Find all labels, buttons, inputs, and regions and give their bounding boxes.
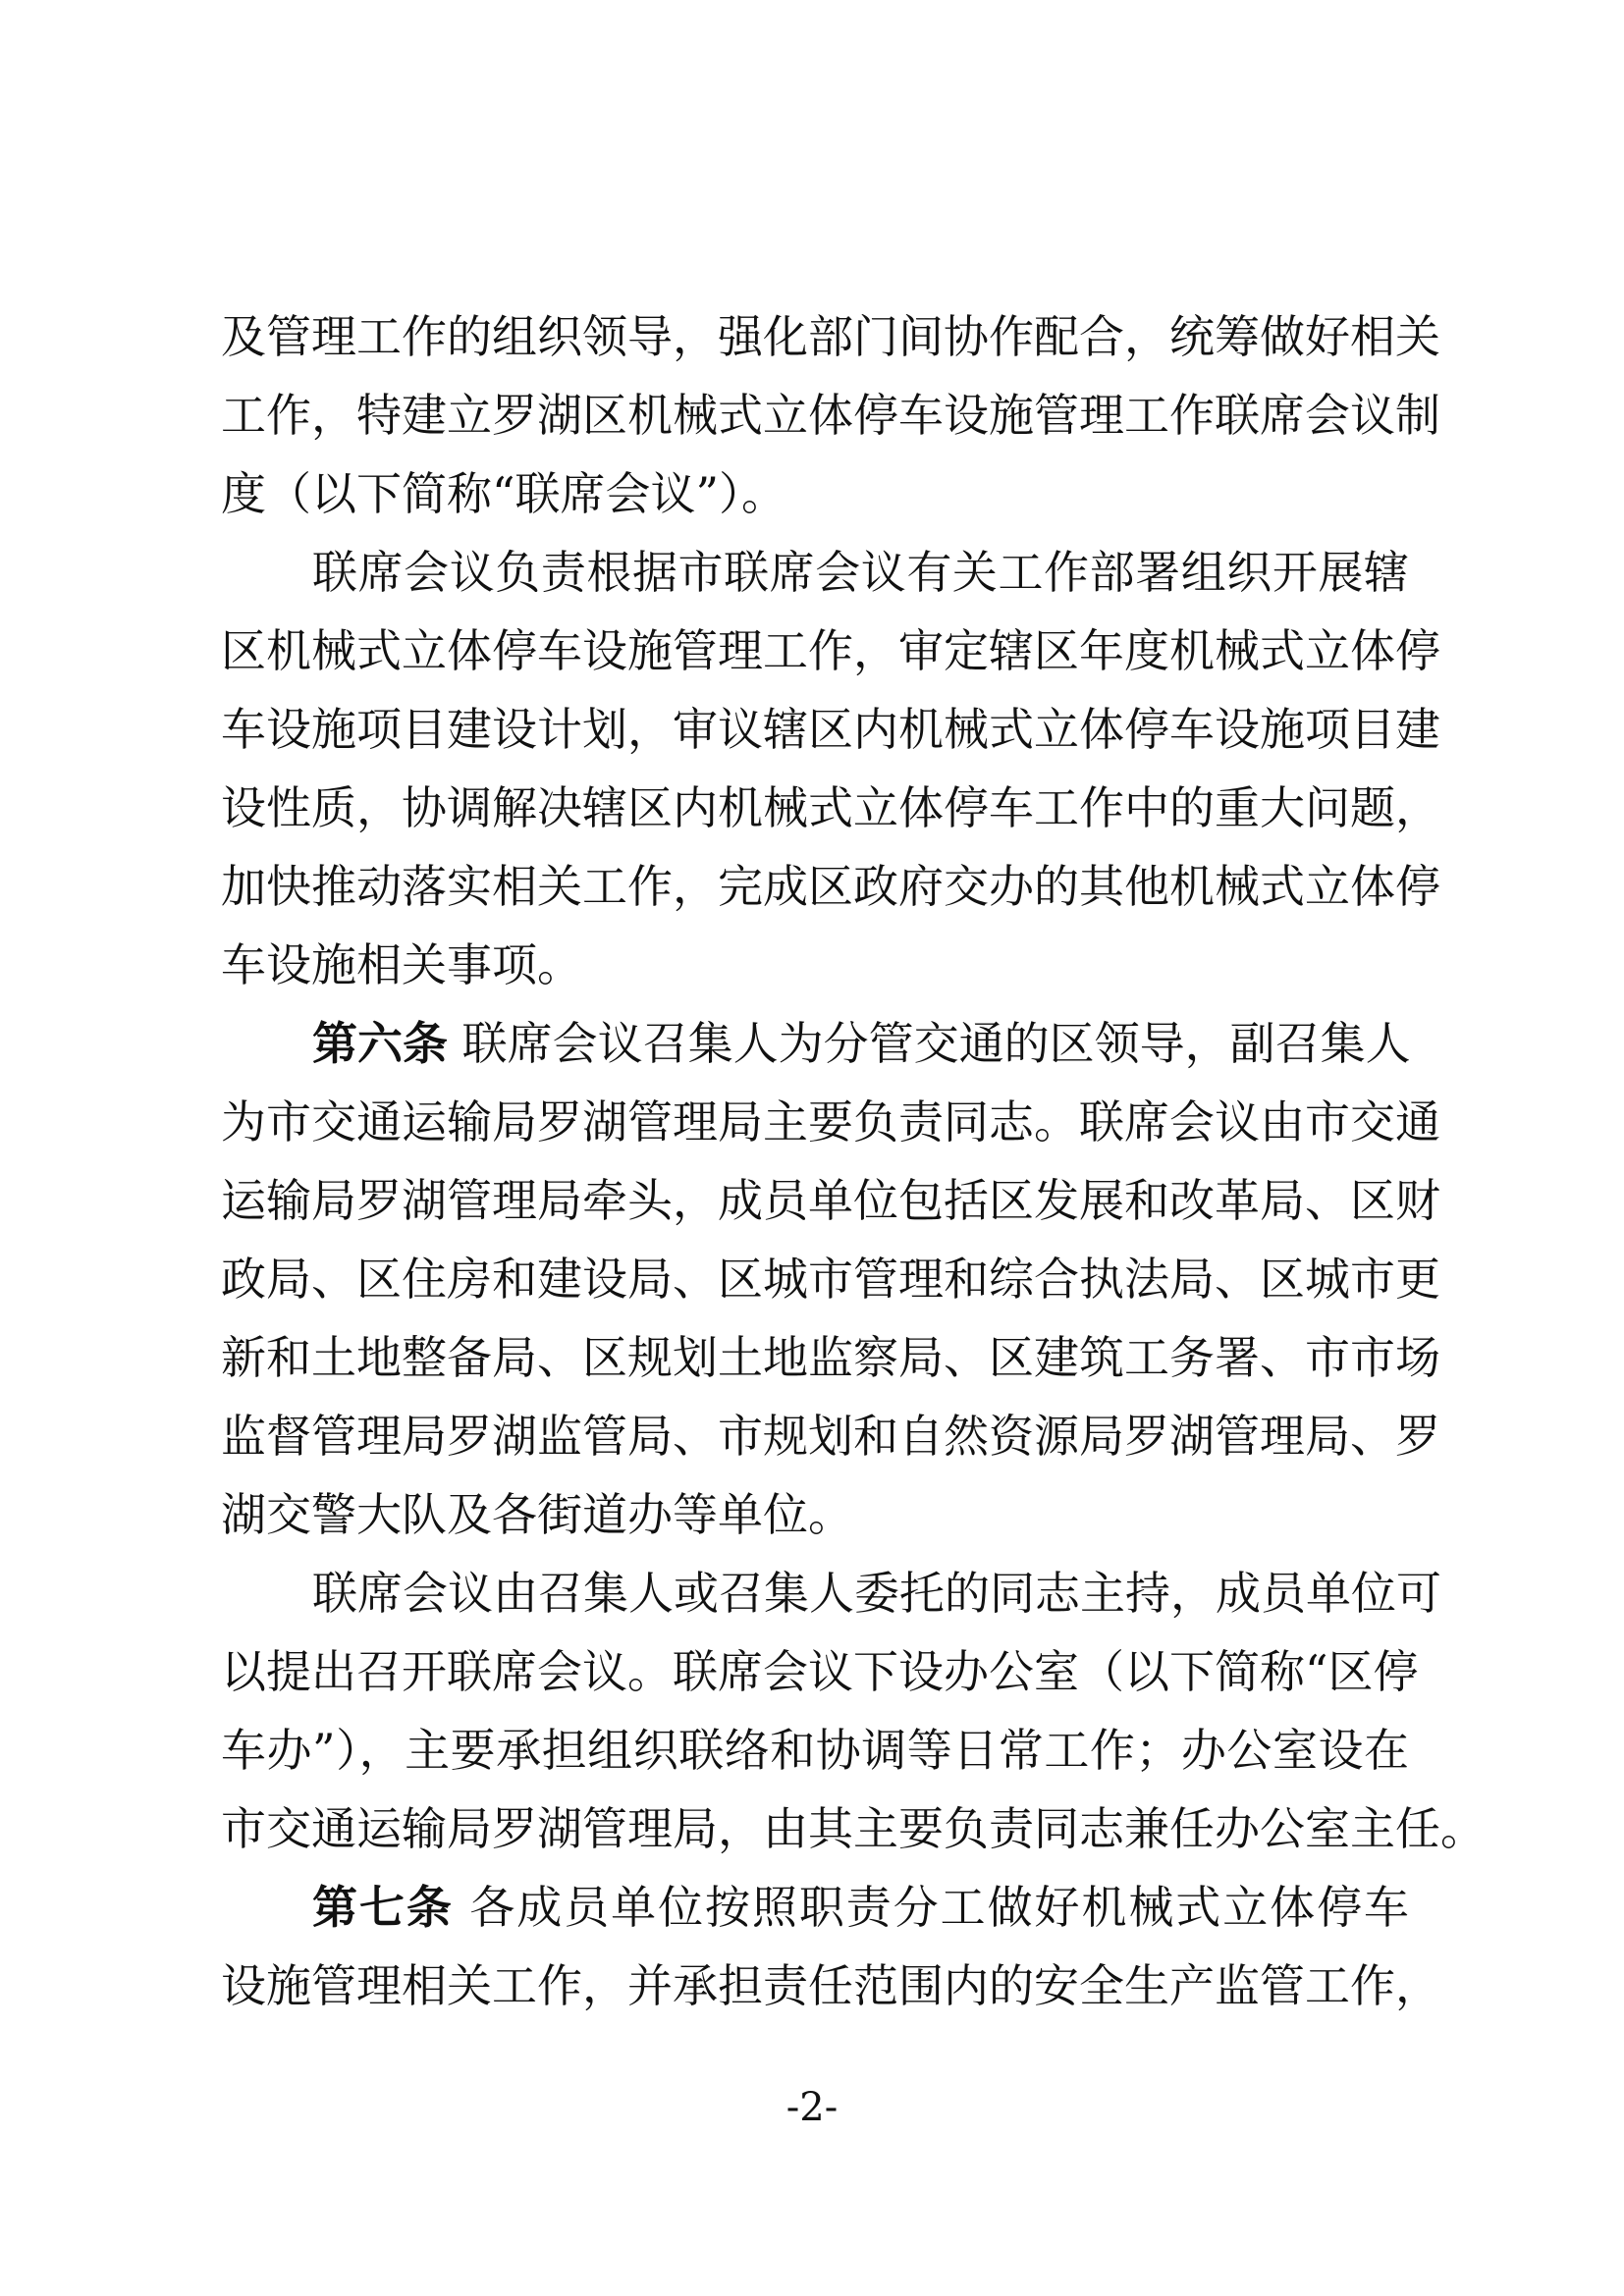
- article-7-line-1: 各成员单位按照职责分工做好机械式立体停车: [469, 1881, 1410, 1934]
- paragraph-2-line-6: 车设施相关事项。: [221, 938, 582, 991]
- paragraph-2-line-4: 设性质，协调解决辖区内机械式立体停车工作中的重大问题，: [221, 781, 1440, 834]
- paragraph-2-line-3: 车设施项目建设计划，审议辖区内机械式立体停车设施项目建: [221, 703, 1440, 756]
- paragraph-4-line-1: 联席会议由召集人或召集人委托的同志主持，成员单位可: [312, 1567, 1441, 1620]
- article-6-line-6: 监督管理局罗湖监管局、市规划和自然资源局罗湖管理局、罗: [221, 1410, 1440, 1463]
- paragraph-4-line-4: 市交通运输局罗湖管理局，由其主要负责同志兼任办公室主任。: [221, 1802, 1486, 1855]
- article-6-line-5: 新和土地整备局、区规划土地监察局、区建筑工务署、市市场: [221, 1331, 1440, 1384]
- article-6-first-line: [312, 1014, 1409, 1073]
- paragraph-2-line-2: 区机械式立体停车设施管理工作，审定辖区年度机械式立体停: [221, 624, 1440, 677]
- article-7-first-line: [312, 1878, 1409, 1937]
- paragraph-2-line-1: 联席会议负责根据市联席会议有关工作部署组织开展辖: [312, 546, 1409, 599]
- article-6-line-1: 联席会议召集人为分管交通的区领导，副召集人: [461, 1017, 1411, 1070]
- article-6-line-7: 湖交警大队及各街道办等单位。: [221, 1488, 853, 1541]
- page-number: -2-: [785, 2085, 839, 2130]
- article-6-line-2: 为市交通运输局罗湖管理局主要负责同志。联席会议由市交通: [221, 1095, 1440, 1148]
- article-7-heading: 第七条: [312, 1881, 454, 1934]
- article-6-line-3: 运输局罗湖管理局牵头，成员单位包括区发展和改革局、区财: [221, 1174, 1440, 1227]
- paragraph-1-line-2: 工作，特建立罗湖区机械式立体停车设施管理工作联席会议制: [221, 389, 1440, 442]
- article-6-line-4: 政局、区住房和建设局、区城市管理和综合执法局、区城市更: [221, 1253, 1440, 1306]
- paragraph-4-line-3: 车办”），主要承担组织联络和协调等日常工作；办公室设在: [221, 1724, 1409, 1777]
- article-7-line-2: 设施管理相关工作，并承担责任范围内的安全生产监管工作，: [221, 1959, 1440, 2012]
- paragraph-1-line-3: 度（以下简称“联席会议”）。: [221, 467, 787, 520]
- paragraph-4-line-2: 以提出召开联席会议。联席会议下设办公室（以下简称“区停: [221, 1645, 1419, 1698]
- paragraph-2-line-5: 加快推动落实相关工作，完成区政府交办的其他机械式立体停: [221, 860, 1440, 913]
- paragraph-1-line-1: 及管理工作的组织领导，强化部门间协作配合，统筹做好相关: [221, 310, 1440, 363]
- article-6-heading: 第六条: [312, 1017, 448, 1070]
